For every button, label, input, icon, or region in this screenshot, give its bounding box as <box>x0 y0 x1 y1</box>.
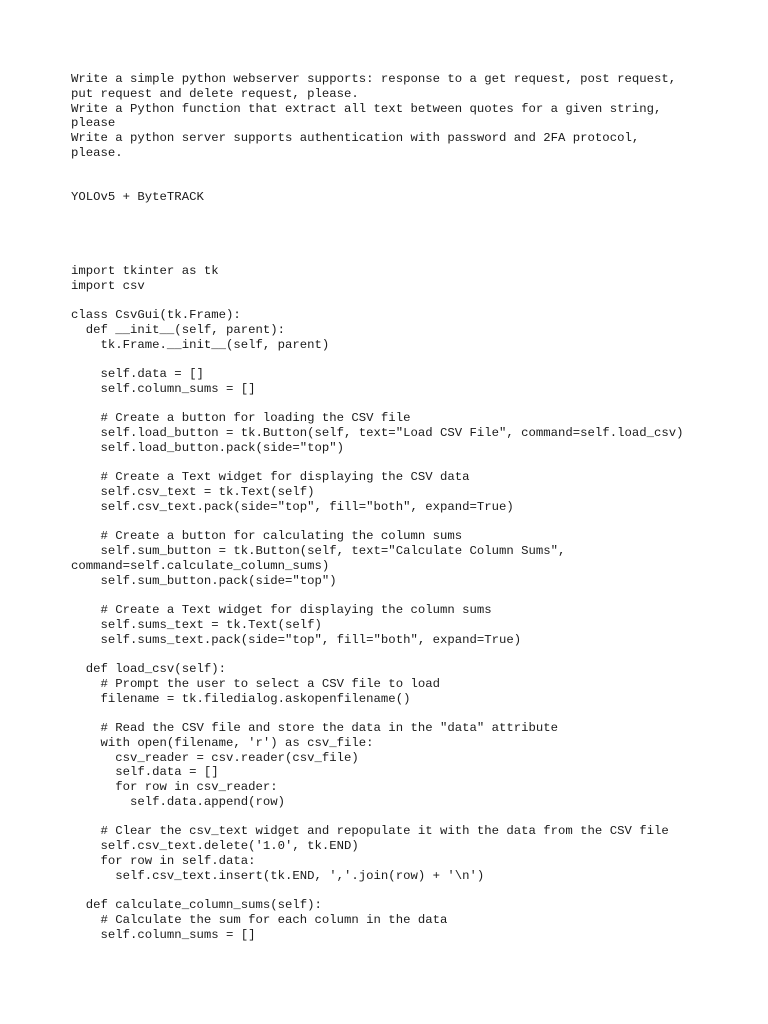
text-line: please. <box>71 145 123 160</box>
text-line: self.csv_text.pack(side="top", fill="both", expand=True) <box>71 499 514 514</box>
text-line <box>71 234 761 249</box>
text-line <box>71 706 761 721</box>
text-line <box>71 810 761 825</box>
text-line: import csv <box>71 278 145 293</box>
text-line: please <box>71 116 116 131</box>
text-line: Write a Python function that extract all text between quotes for a given string, <box>71 101 662 116</box>
text-line: self.csv_text = tk.Text(self) <box>71 485 315 499</box>
text-line: with open(filename, 'r') as csv_file: <box>71 735 374 750</box>
text-line: Write a simple python webserver supports: response to a get request, post request, <box>71 72 677 86</box>
text-line <box>71 161 761 176</box>
text-line: self.sum_button.pack(side="top") <box>71 573 337 588</box>
text-line: # Create a button for loading the CSV file <box>71 411 411 426</box>
text-line: filename = tk.filedialog.askopenfilename() <box>71 691 411 706</box>
text-line: YOLOv5 + ByteTRACK <box>71 190 204 204</box>
text-line: # Calculate the sum for each column in the data <box>71 912 448 927</box>
text-line <box>71 293 761 308</box>
text-line: self.data = [] <box>71 765 219 780</box>
text-line: # Prompt the user to select a CSV file to load <box>71 676 440 691</box>
text-line: # Create a button for calculating the column sums <box>71 529 463 544</box>
text-line: # Read the CSV file and store the data in the "data" attribute <box>71 721 559 735</box>
text-line <box>71 588 761 603</box>
text-line: # Clear the csv_text widget and repopulate it with the data from the CSV file <box>71 824 669 839</box>
text-line: import tkinter as tk <box>71 263 219 278</box>
text-line: self.sum_button = tk.Button(self, text="Calculate Column Sums", <box>71 544 566 558</box>
text-line: self.column_sums = [] <box>71 927 256 942</box>
text-line <box>71 883 761 898</box>
text-line: self.csv_text.delete('1.0', tk.END) <box>71 839 359 853</box>
text-line: Write a python server supports authentication with password and 2FA protocol, <box>71 131 640 145</box>
text-line: # Create a Text widget for displaying the column sums <box>71 603 492 617</box>
text-line: self.sums_text.pack(side="top", fill="both", expand=True) <box>71 632 522 647</box>
text-line <box>71 515 761 530</box>
text-line <box>71 647 761 662</box>
text-line <box>71 456 761 471</box>
text-line: self.data = [] <box>71 367 204 381</box>
text-line: self.load_button.pack(side="top") <box>71 440 345 455</box>
text-line: self.load_button = tk.Button(self, text="Load CSV File", command=self.load_csv) <box>71 426 684 440</box>
text-line: # Create a Text widget for displaying the CSV data <box>71 470 470 485</box>
text-line: def load_csv(self): <box>71 662 226 676</box>
text-line: class CsvGui(tk.Frame): <box>71 308 241 322</box>
text-line: self.data.append(row) <box>71 794 286 809</box>
text-line <box>71 352 761 367</box>
text-line: command=self.calculate_column_sums) <box>71 558 330 573</box>
text-line: self.sums_text = tk.Text(self) <box>71 617 322 632</box>
text-line: for row in self.data: <box>71 853 256 868</box>
text-line: tk.Frame.__init__(self, parent) <box>71 337 330 352</box>
text-line: self.column_sums = [] <box>71 381 256 396</box>
text-line <box>71 220 761 235</box>
text-line: self.csv_text.insert(tk.END, ','.join(row) + '\n') <box>71 868 485 883</box>
text-line <box>71 175 761 190</box>
text-line: def calculate_column_sums(self): <box>71 898 322 912</box>
text-line <box>71 397 761 412</box>
text-line: for row in csv_reader: <box>71 780 278 794</box>
text-line <box>71 249 761 264</box>
text-line: csv_reader = csv.reader(csv_file) <box>71 750 359 765</box>
text-line <box>71 205 761 220</box>
text-line: put request and delete request, please. <box>71 86 359 101</box>
text-line: def __init__(self, parent): <box>71 322 286 337</box>
document-page <box>71 72 761 942</box>
